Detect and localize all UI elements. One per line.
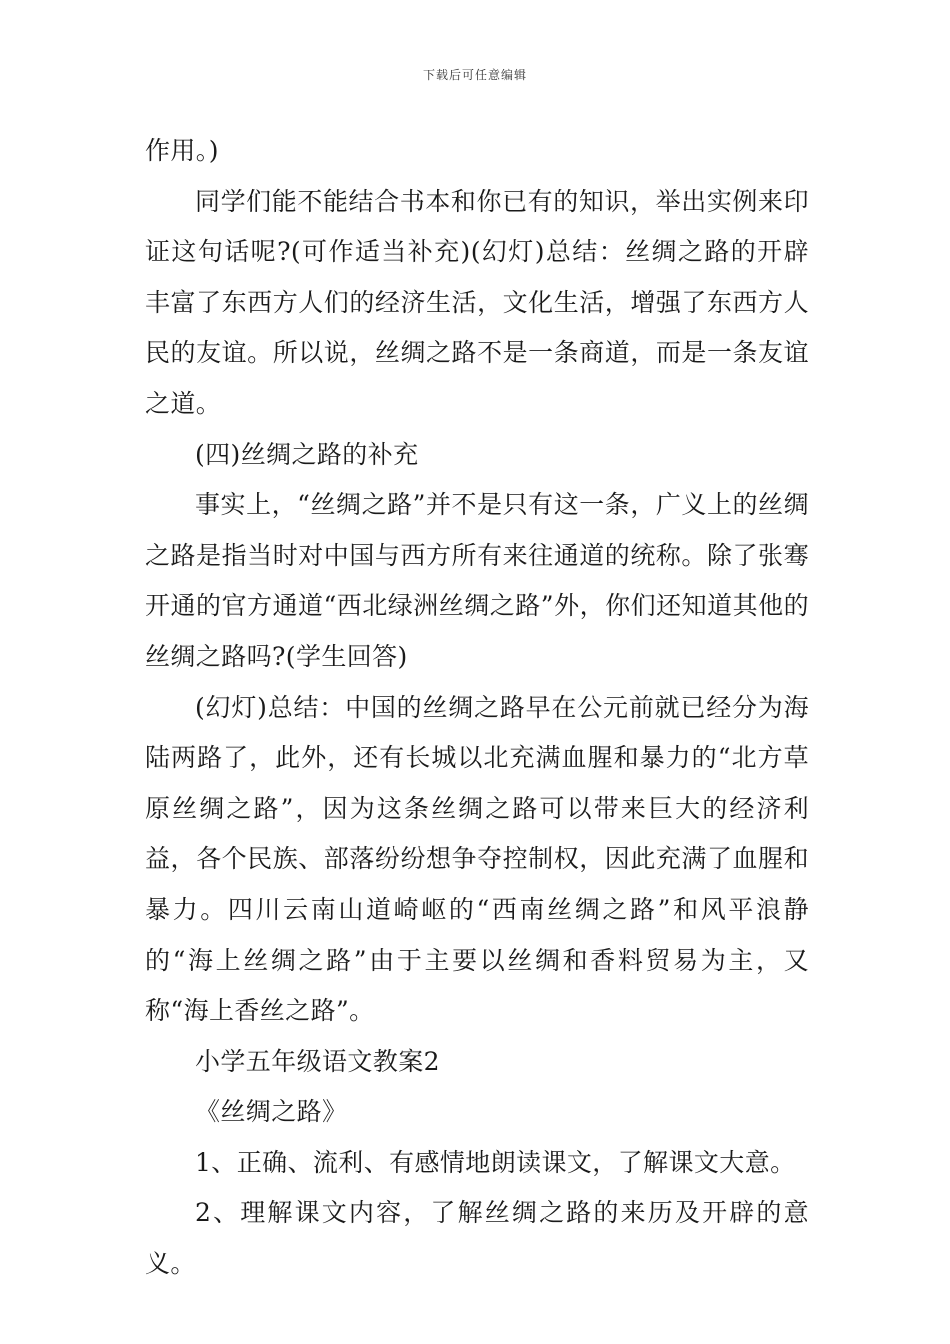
- paragraph-other-routes-question: 事实上，“丝绸之路”并不是只有这一条，广义上的丝绸之路是指当时对中国与西方所有来往通道的统称。除了张骞开通的官方通道“西北绿洲丝绸之路”外，你们还知道其他的丝绸之路吗?(学生回答): [145, 490, 809, 671]
- page-header: 下载后可任意编辑: [422, 68, 527, 82]
- objective-item-2: 2、理解课文内容，了解丝绸之路的来历及开辟的意义。: [145, 1198, 809, 1279]
- document-body: [145, 126, 809, 1290]
- paragraph-summary-friendship: 同学们能不能结合书本和你已有的知识，举出实例来印证这句话呢?(可作适当补充)(幻灯)总结：丝绸之路的开辟丰富了东西方人们的经济生活，文化生活，增强了东西方人民的友谊。所以说，丝绸之路不是一条商道，而是一条友谊之道。: [145, 186, 809, 418]
- lesson-text-title: 《丝绸之路》: [195, 1097, 348, 1127]
- paragraph-routes-summary: (幻灯)总结：中国的丝绸之路早在公元前就已经分为海陆两路了，此外，还有长城以北充满血腥和暴力的“北方草原丝绸之路”，因为这条丝绸之路可以带来巨大的经济利益，各个民族、部落纷纷想争夺控制权，因此充满了血腥和暴力。四川云南山道崎岖的“西南丝绸之路”和风平浪静的“海上丝绸之路”由于主要以丝绸和香料贸易为主，又称“海上香丝之路”。: [145, 692, 809, 1026]
- lesson-plan-title: 小学五年级语文教案2: [195, 1046, 440, 1076]
- paragraph-continuation: 作用。): [145, 136, 219, 165]
- section-heading-supplement: (四)丝绸之路的补充: [195, 439, 419, 469]
- objective-item-1: 1、正确、流利、有感情地朗读课文，了解课文大意。: [195, 1147, 796, 1177]
